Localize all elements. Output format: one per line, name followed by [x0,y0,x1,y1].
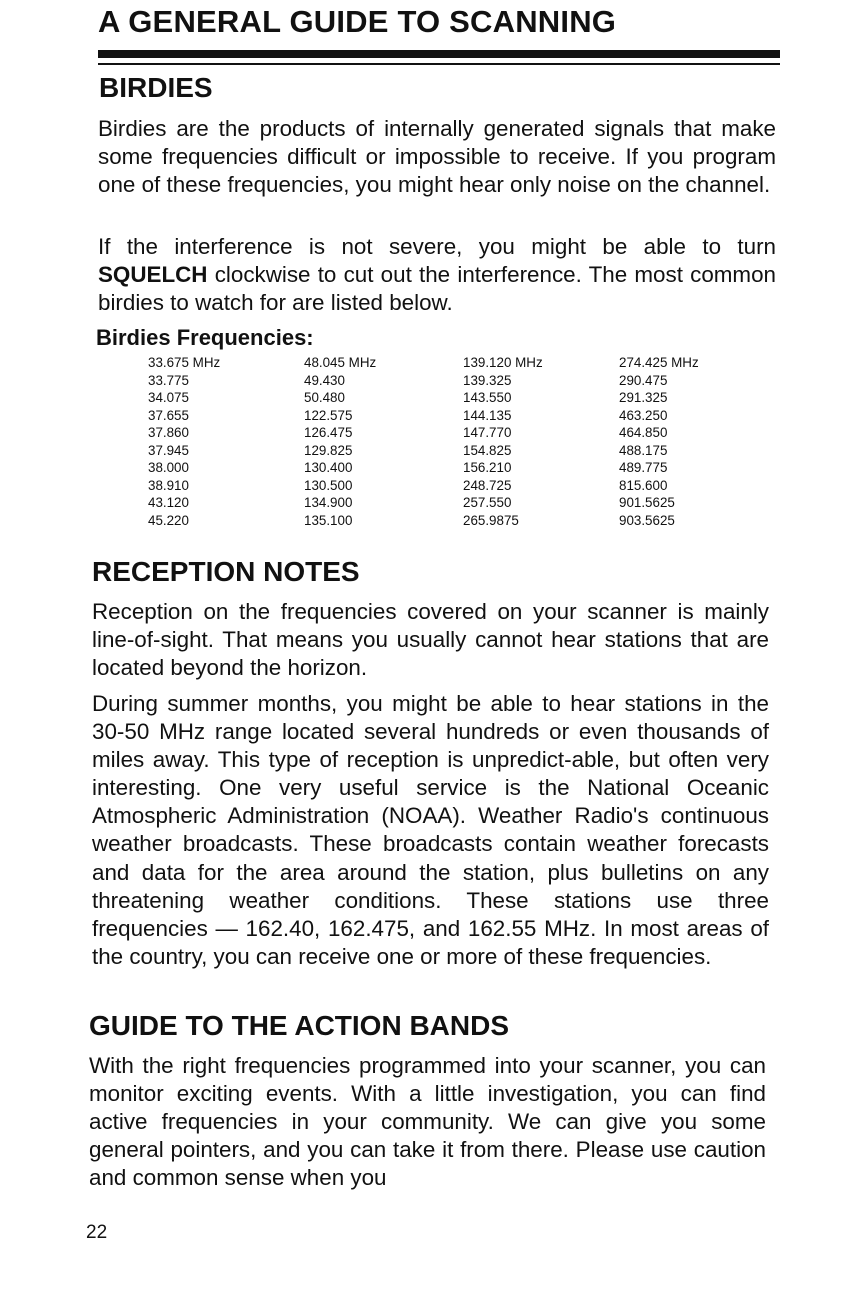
frequency-column-4 [619,354,699,529]
frequency-value: 139.120 MHz [463,355,543,370]
frequency-value: 265.9875 [463,512,519,528]
frequency-value: 257.550 [463,495,512,510]
squelch-label: SQUELCH [98,262,208,288]
frequency-value: 130.400 [304,460,353,475]
frequency-value: 37.655 [148,407,189,423]
title-rule-thick [98,50,780,58]
frequency-value: 126.475 [304,425,353,440]
frequency-value: 43.120 [148,495,189,510]
frequency-value: 122.575 [304,407,353,423]
reception-paragraph-2: During summer months, you might be able to hear stations in the 30-50 MHz range located several hundreds or even thousands of miles away. This type of reception is unpredict-able, but often very interesting. One very useful service is the National Oceanic Atmospheric Administration (NOAA). Weather Radio's continuous weather broadcasts. These broadcasts contain weather forecasts and data for the area around the station, plus bulletins on any threatening weather conditions. These stations use three frequencies — 162.40, 162.475, and 162.55 MHz. In most areas of the country, you can receive one or more of these frequencies. [92,691,769,969]
paragraph-2-text-start: If the interference is not severe, you might be able to turn [98,234,776,259]
frequency-value: 144.135 [463,407,512,423]
frequency-value: 38.000 [148,460,189,475]
frequency-value: 290.475 [619,372,668,388]
frequency-value: 903.5625 [619,512,675,528]
title-rule-thin [98,63,780,65]
action-bands-heading: GUIDE TO THE ACTION BANDS [89,1010,510,1041]
frequency-value: 901.5625 [619,495,675,510]
frequency-value: 156.210 [463,460,512,475]
frequency-value: 130.500 [304,477,353,493]
paragraph-2-text-end: clockwise to cut out the interference. The most common birdies to watch for are listed below. [98,262,776,316]
frequency-column-2 [304,354,376,529]
reception-notes-heading: RECEPTION NOTES [92,556,360,587]
frequency-value: 50.480 [304,390,345,405]
frequency-value: 48.045 MHz [304,355,377,370]
frequency-value: 464.850 [619,425,668,440]
frequency-value: 815.600 [619,477,668,493]
frequency-value: 291.325 [619,390,668,405]
frequency-value: 154.825 [463,442,512,458]
birdies-heading: BIRDIES [99,72,213,103]
page-number: 22 [86,1222,108,1243]
frequency-value: 33.775 [148,372,189,388]
frequency-value: 139.325 [463,372,512,388]
frequency-value: 129.825 [304,442,353,458]
frequency-value: 33.675 MHz [148,355,221,370]
frequency-value: 37.860 [148,425,189,440]
birdies-paragraph-2 [98,233,776,317]
frequency-value: 274.425 MHz [619,355,699,370]
frequency-value: 135.100 [304,512,353,528]
frequency-value: 489.775 [619,460,668,475]
frequency-value: 49.430 [304,372,345,388]
frequency-value: 143.550 [463,390,512,405]
frequency-column-3 [463,354,543,529]
frequency-value: 45.220 [148,512,189,528]
reception-paragraph-1: Reception on the frequencies covered on your scanner is mainly line-of-sight. That means you usually cannot hear stations that are located beyond the horizon. [92,599,769,681]
birdies-frequencies-heading: Birdies Frequencies: [96,325,314,350]
birdies-paragraph-1: Birdies are the products of internally generated signals that make some frequencies difficult or impossible to receive. If you program one of these frequencies, you might hear only noise on the channel. [98,116,776,198]
frequency-value: 147.770 [463,425,512,440]
frequency-value: 134.900 [304,495,353,510]
frequency-value: 37.945 [148,442,189,458]
frequency-column-1 [148,354,220,529]
action-bands-paragraph: With the right frequencies programmed into your scanner, you can monitor exciting events. With a little investigation, you can find active frequencies in your community. We can give you some general pointers, and you can take it from there. Please use caution and common sense when you [89,1053,766,1191]
frequency-value: 34.075 [148,390,189,405]
frequency-value: 463.250 [619,407,668,423]
page-title: A GENERAL GUIDE TO SCANNING [98,4,617,39]
frequency-value: 38.910 [148,477,189,493]
frequency-value: 248.725 [463,477,512,493]
frequency-value: 488.175 [619,442,668,458]
